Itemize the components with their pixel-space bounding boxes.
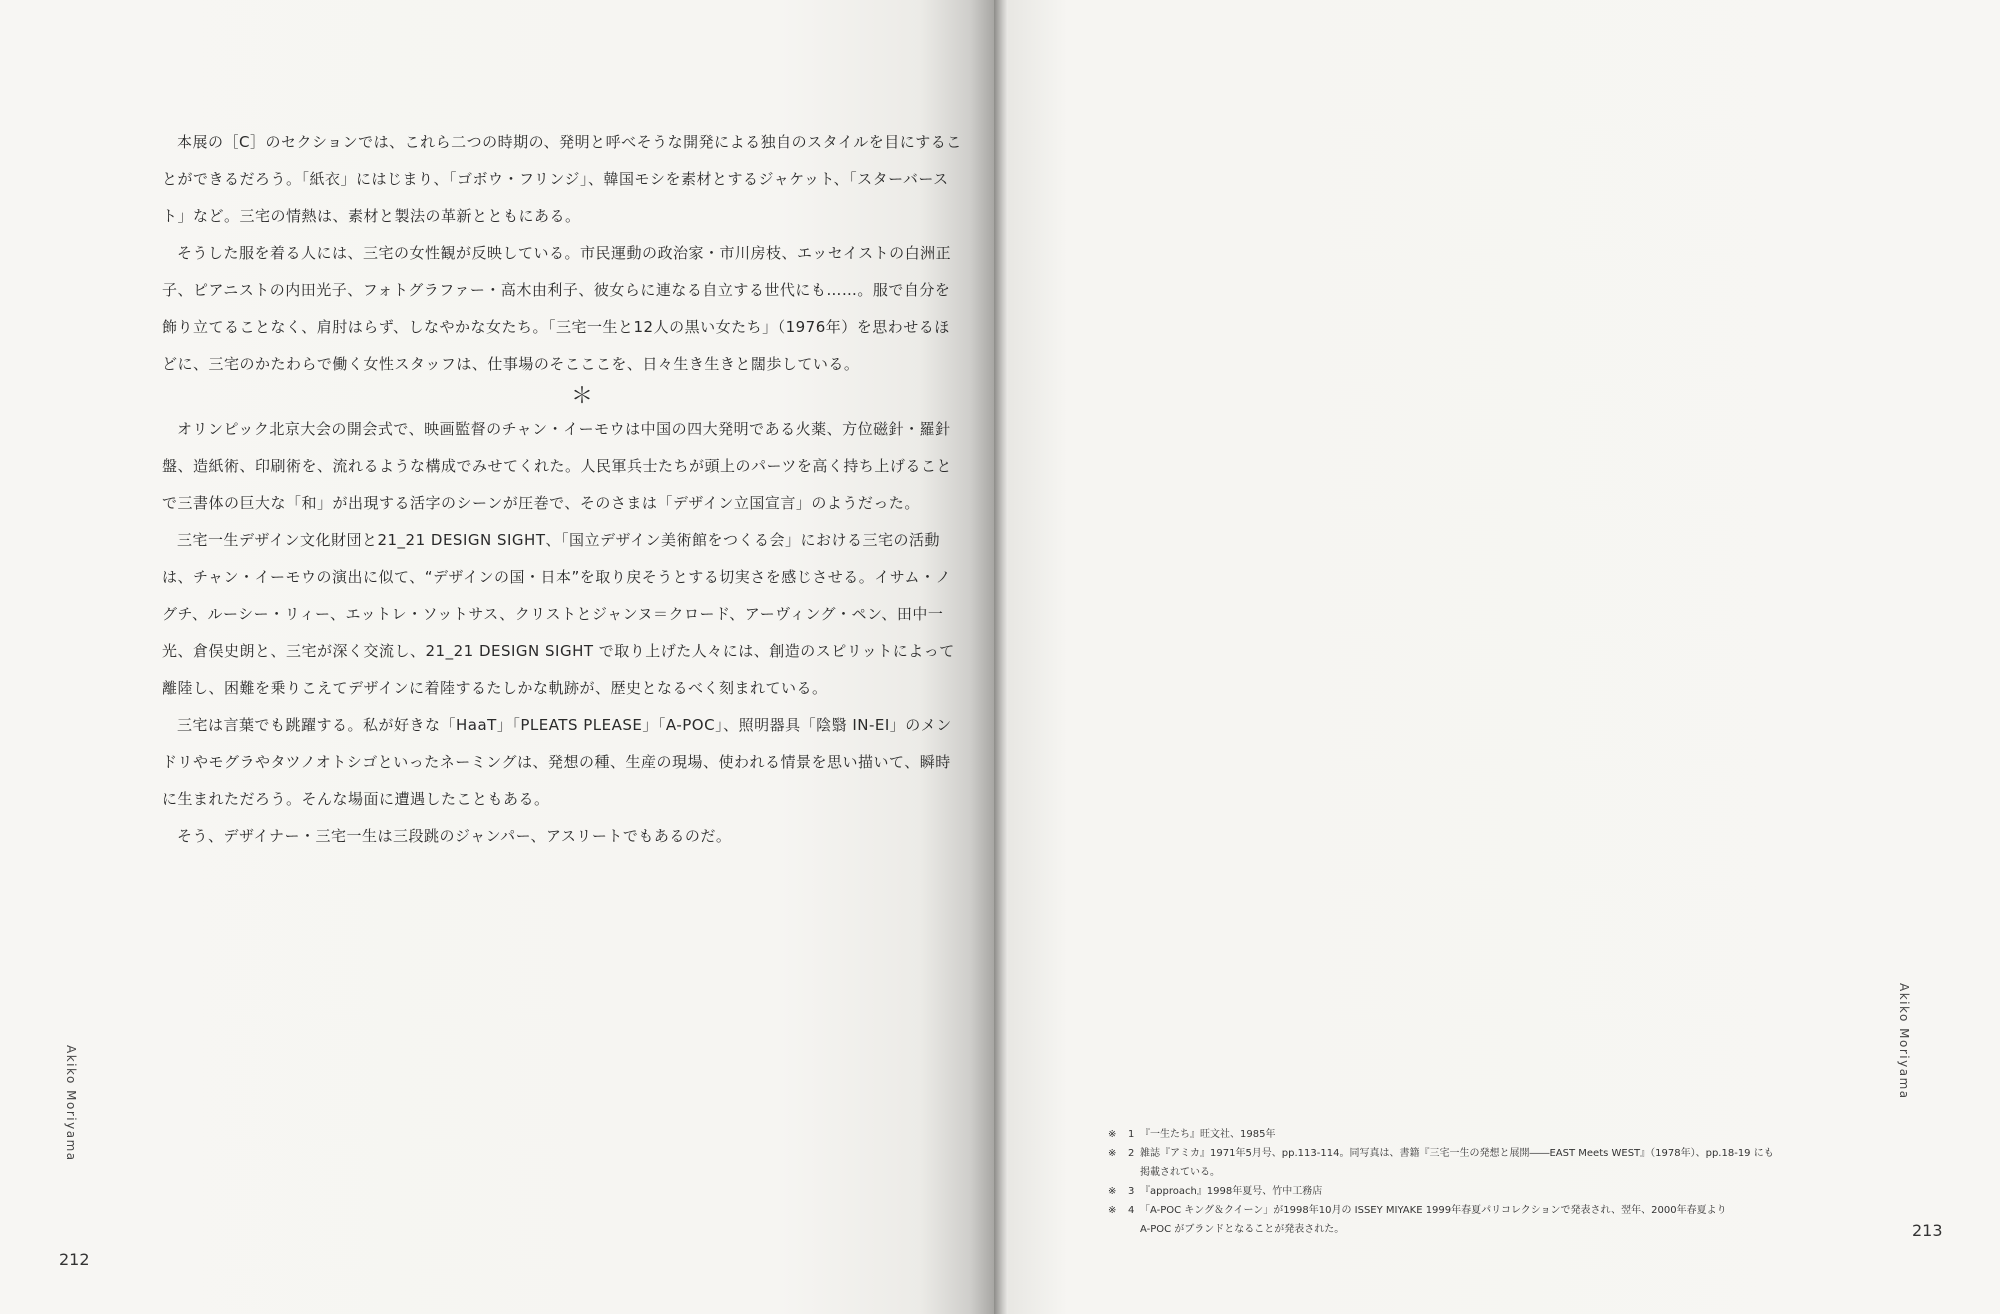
- footnote: [1108, 1144, 1828, 1182]
- footnote-number: 2: [1128, 1148, 1135, 1159]
- footnote: [1108, 1182, 1828, 1201]
- section-separator: ＊: [570, 384, 593, 409]
- footnote-number: 4: [1128, 1205, 1135, 1216]
- book-gutter: [994, 0, 1008, 1314]
- footnote-mark: ※: [1108, 1129, 1117, 1140]
- footnote-mark: ※: [1108, 1186, 1117, 1197]
- running-author-left: Akiko Moriyama: [64, 1045, 78, 1162]
- page-number-right: 213: [1912, 1221, 1943, 1240]
- footnote-text: 『approach』1998年夏号、竹中工務店: [1140, 1186, 1323, 1197]
- footnotes: [1108, 1125, 1828, 1239]
- running-author-right: Akiko Moriyama: [1897, 983, 1911, 1100]
- footnote-text: 『一生たち』旺文社、1985年: [1140, 1129, 1276, 1140]
- paragraph: 三宅は言葉でも跳躍する。私が好きな「HaaT」「PLEATS PLEASE」「A-POC」、照明器具「陰翳 IN-EI」のメンドリやモグラやタツノオトシゴといったネーミングは、発想の種、生産の現場、使われる情景を思い描いて、瞬時に生まれただろう。そんな場面に遭遇したこともある。: [162, 716, 952, 808]
- right-page: [1008, 0, 2000, 1314]
- paragraph: そう、デザイナー・三宅一生は三段跳のジャンパー、アスリートでもあるのだ。: [177, 827, 732, 845]
- paragraph: そうした服を着る人には、三宅の女性観が反映している。市民運動の政治家・市川房枝、エッセイストの白洲正子、ピアニストの内田光子、フォトグラファー・高木由利子、彼女らに連なる自立する世代にも……。服で自分を飾り立てることなく、肩肘はらず、しなやかな女たち。「三宅一生と12人の黒い女たち」（1976年）を思わせるほどに、三宅のかたわらで働く女性スタッフは、仕事場のそこここを、日々生き生きと闊歩している。: [162, 244, 952, 373]
- footnote-number: 3: [1128, 1186, 1135, 1197]
- paragraph: 三宅一生デザイン文化財団と21_21 DESIGN SIGHT、「国立デザイン美術館をつくる会」における三宅の活動は、チャン・イーモウの演出に似て、“デザインの国・日本”を取り戻そうとする切実さを感じさせる。イサム・ノグチ、ルーシー・リィー、エットレ・ソットサス、クリストとジャンヌ＝クロード、アーヴィング・ペン、田中一光、倉俣史朗と、三宅が深く交流し、21_21 DESIGN SIGHT で取り上げた人々には、創造のスピリットによって離陸し、困難を乗りこえてデザインに着陸するたしかな軌跡が、歴史となるべく刻まれている。: [162, 531, 955, 697]
- paragraph: オリンピック北京大会の開会式で、映画監督のチャン・イーモウは中国の四大発明である火薬、方位磁針・羅針盤、造紙術、印刷術を、流れるような構成でみせてくれた。人民軍兵士たちが頭上のパーツを高く持ち上げることで三書体の巨大な「和」が出現する活字のシーンが圧巻で、そのさまは「デザイン立国宣言」のようだった。: [162, 420, 952, 512]
- footnote-text: 雑誌『アミカ』1971年5月号、pp.113-114。同写真は、書籍『三宅一生の発想と展開――EAST Meets WEST』（1978年）、pp.18-19 にも 掲載されている。: [1140, 1148, 1774, 1178]
- footnote: [1108, 1201, 1828, 1239]
- footnote: [1108, 1125, 1828, 1144]
- page-number-left: 212: [59, 1250, 90, 1269]
- footnote-mark: ※: [1108, 1205, 1117, 1216]
- body-text: [162, 124, 962, 855]
- paragraph: 本展の［C］のセクションでは、これら二つの時期の、発明と呼べそうな開発による独自のスタイルを目にすることができるだろう。「紙衣」にはじまり、「ゴボウ・フリンジ」、韓国モシを素材とするジャケット、「スターバースト」など。三宅の情熱は、素材と製法の革新とともにある。: [162, 133, 962, 225]
- footnote-text: 「A-POC キング＆クイーン」が1998年10月の ISSEY MIYAKE 1999年春夏パリコレクションで発表され、翌年、2000年春夏より A-POC がブランドとなることが発表された。: [1140, 1205, 1727, 1235]
- footnote-number: 1: [1128, 1129, 1135, 1140]
- footnote-mark: ※: [1108, 1148, 1117, 1159]
